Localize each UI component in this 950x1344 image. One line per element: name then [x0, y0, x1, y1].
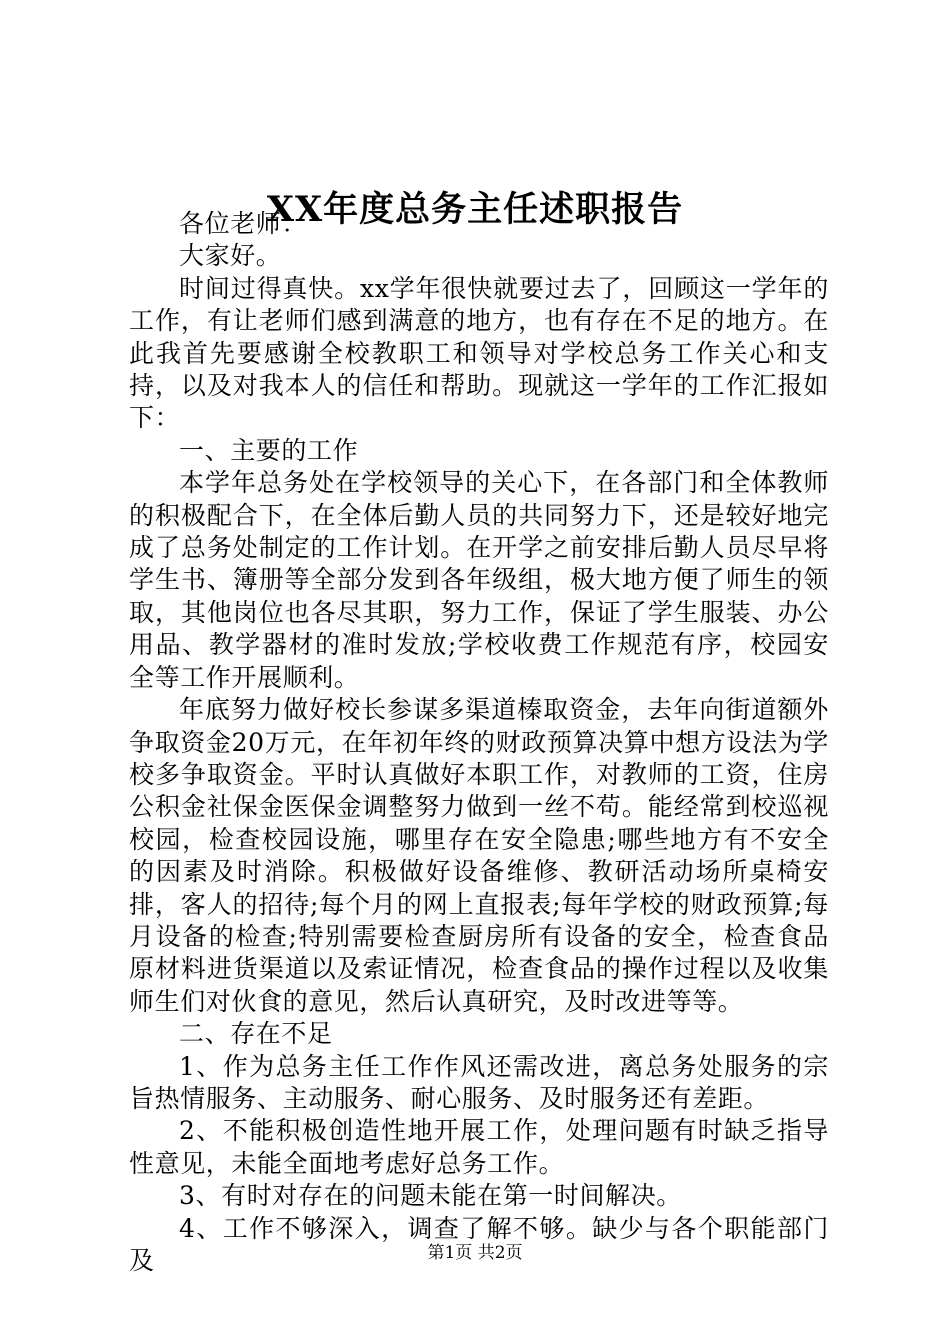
paragraph-intro: 时间过得真快。xx学年很快就要过去了，回顾这一学年的工作，有让老师们感到满意的地方，也有存在不足的地方。在此我首先要感谢全校教职工和领导对学校总务工作关心和支持，以及对我本人的信任和帮助。现就这一学年的工作汇报如下： — [129, 273, 829, 433]
document-title: XX年度总务主任述职报告 — [266, 189, 684, 230]
paragraph-greeting: 大家好。 — [179, 241, 282, 271]
list-item-shortcoming-4: 4、工作不够深入，调查了解不够。缺少与各个职能部门及 — [129, 1213, 829, 1275]
paragraph-salutation: 各位老师： — [179, 209, 308, 238]
section-heading-main-work: 一、主要的工作 — [179, 435, 359, 465]
list-item-shortcoming-1: 1、作为总务主任工作作风还需改进，离总务处服务的宗旨热情服务、主动服务、耐心服务、及时服务还有差距。 — [129, 1051, 829, 1113]
paragraph-main-work-1: 本学年总务处在学校领导的关心下，在各部门和全体教师的积极配合下，在全体后勤人员的共同努力下，还是较好地完成了总务处制定的工作计划。在开学之前安排后勤人员尽早将学生书、簿册等全部分发到各年级组，极大地方便了师生的领取，其他岗位也各尽其职，努力工作，保证了学生服装、办公用品、教学器材的准时发放;学校收费工作规范有序，校园安全等工作开展顺利。 — [129, 468, 829, 692]
document-body — [129, 208, 829, 1277]
list-item-shortcoming-2: 2、不能积极创造性地开展工作，处理问题有时缺乏指导性意见，未能全面地考虑好总务工作。 — [129, 1116, 829, 1178]
section-heading-shortcomings: 二、存在不足 — [179, 1019, 333, 1049]
paragraph-main-work-2: 年底努力做好校长参谋多渠道榛取资金，去年向街道额外争取资金20万元，在年初年终的财政预算决算中想方设法为学校多争取资金。平时认真做好本职工作，对教师的工资，住房公积金社保金医保金调整努力做到一丝不苟。能经常到校巡视校园，检查校园设施，哪里存在安全隐患;哪些地方有不安全的因素及时消除。积极做好设备维修、教研活动场所桌椅安排，客人的招待;每个月的网上直报表;每年学校的财政预算;每月设备的检查;特别需要检查厨房所有设备的安全，检查食品原材料进货渠道以及索证情况，检查食品的操作过程以及收集师生们对伙食的意见，然后认真研究，及时改进等等。 — [129, 695, 829, 1016]
list-item-shortcoming-3: 3、有时对存在的问题未能在第一时间解决。 — [179, 1181, 682, 1211]
page-number-footer: 第1页 共2页 — [427, 1243, 523, 1263]
